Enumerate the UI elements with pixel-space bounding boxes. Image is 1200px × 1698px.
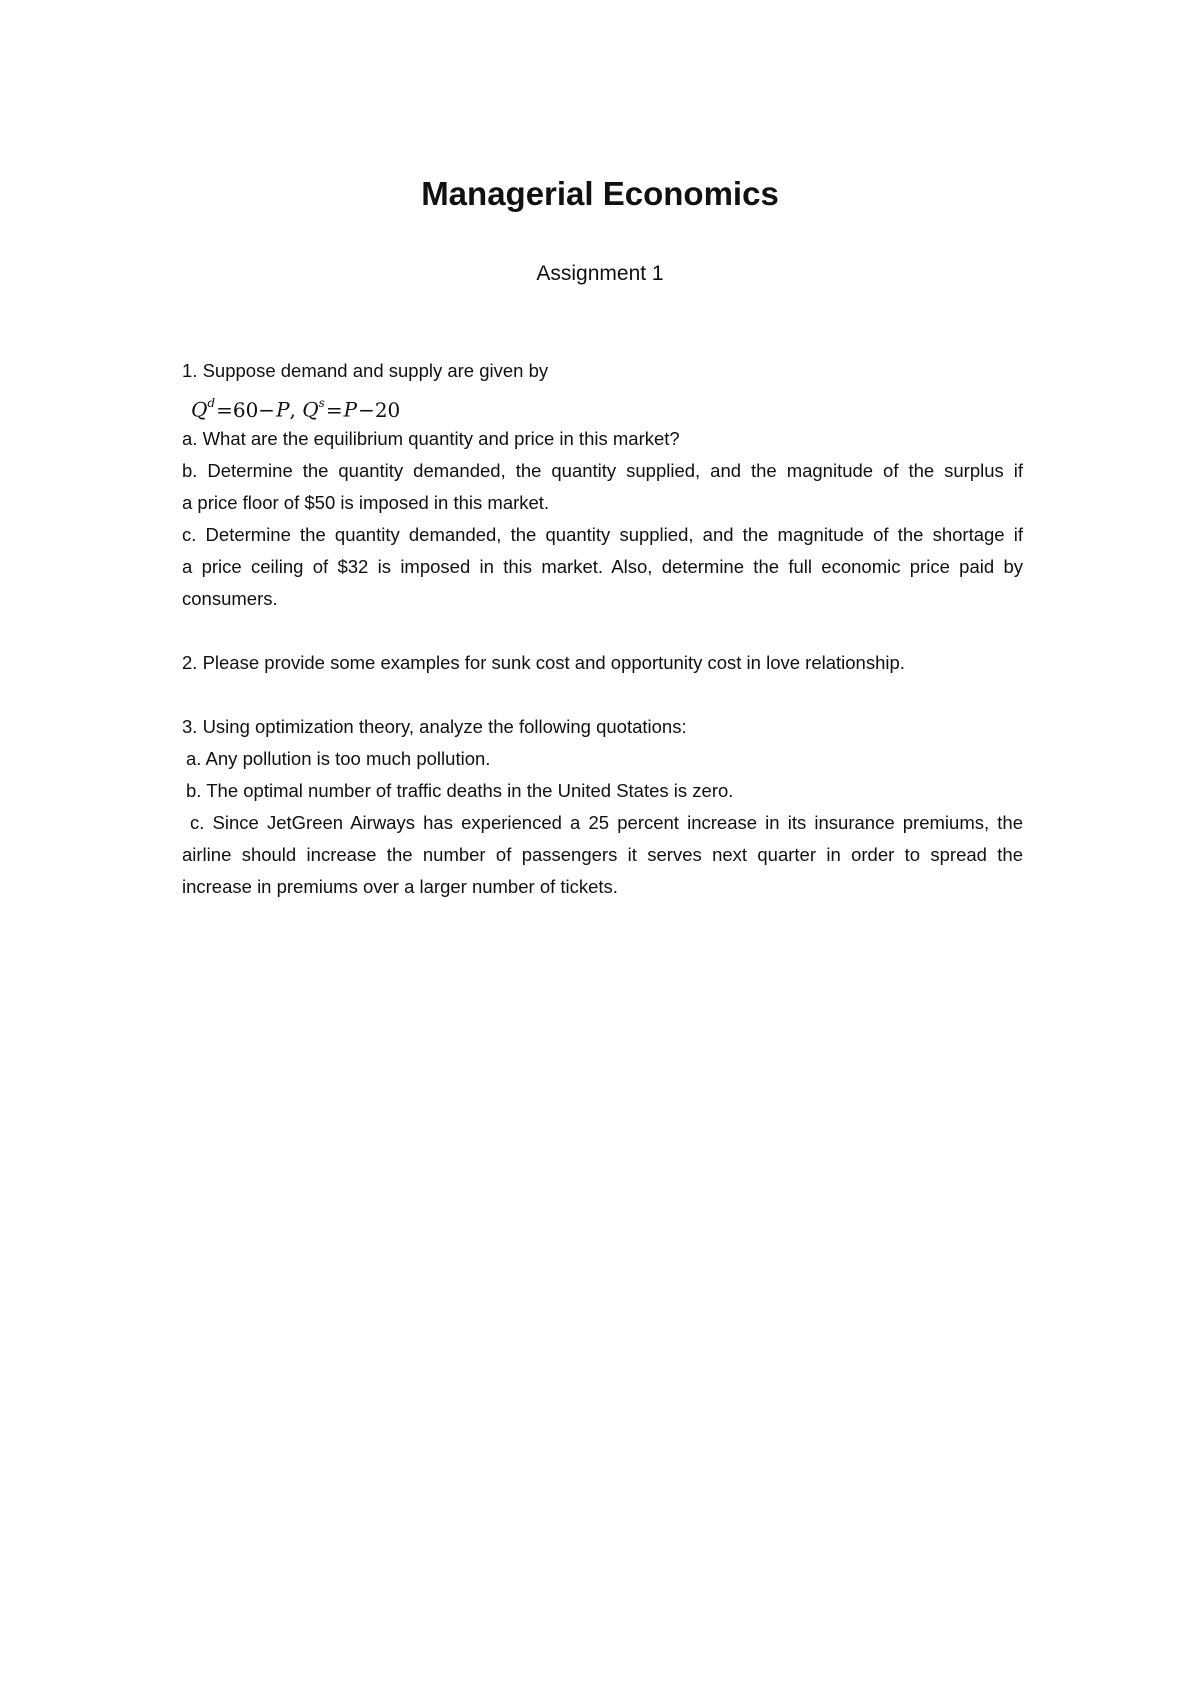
- demand-supply-formula: [182, 387, 1023, 423]
- question-3c-line-1: c. Since JetGreen Airways has experienced a 25 percent increase in its insurance premiums, the: [190, 812, 1023, 833]
- spacer: [182, 615, 1023, 647]
- question-1a: a. What are the equilibrium quantity and price in this market?: [182, 428, 680, 449]
- question-1b-line-2: a price floor of $50 is imposed in this market.: [182, 492, 550, 513]
- formula-sup-s: s: [318, 396, 325, 410]
- formula-p-supply: P: [343, 397, 358, 422]
- formula-p-demand: P: [276, 397, 290, 422]
- document-title: Managerial Economics: [421, 175, 779, 212]
- spacer: [182, 679, 1023, 711]
- formula-eq-supply: =: [325, 397, 343, 422]
- formula-q-supply: Q: [302, 397, 319, 422]
- question-1c-line-2: a price ceiling of $32 is imposed in this market. Also, determine the full economic price paid by: [182, 556, 1023, 577]
- formula-comma: ,: [289, 397, 303, 422]
- document-subtitle: Assignment 1: [536, 262, 664, 285]
- question-1b-line-1: b. Determine the quantity demanded, the quantity supplied, and the magnitude of the surplus if: [182, 460, 1023, 481]
- formula-minus-20: −20: [358, 397, 401, 422]
- question-1-intro: 1. Suppose demand and supply are given by: [182, 360, 549, 381]
- question-2: 2. Please provide some examples for sunk cost and opportunity cost in love relationship.: [182, 652, 905, 673]
- formula-q-demand: Q: [191, 397, 208, 422]
- question-1c-line-3: consumers.: [182, 588, 278, 609]
- question-3c-line-2: airline should increase the number of passengers it serves next quarter in order to spread the: [182, 844, 1023, 865]
- question-3b: b. The optimal number of traffic deaths in the United States is zero.: [186, 780, 734, 801]
- document-body: [182, 355, 1023, 903]
- question-3c-line-3: increase in premiums over a larger number of tickets.: [182, 876, 618, 897]
- formula-eq-demand: =60−: [216, 397, 276, 422]
- question-3a: a. Any pollution is too much pollution.: [186, 748, 491, 769]
- question-3-intro: 3. Using optimization theory, analyze the following quotations:: [182, 716, 687, 737]
- formula-sup-d: d: [207, 396, 216, 410]
- question-1c-line-1: c. Determine the quantity demanded, the quantity supplied, and the magnitude of the shortage if: [182, 524, 1023, 545]
